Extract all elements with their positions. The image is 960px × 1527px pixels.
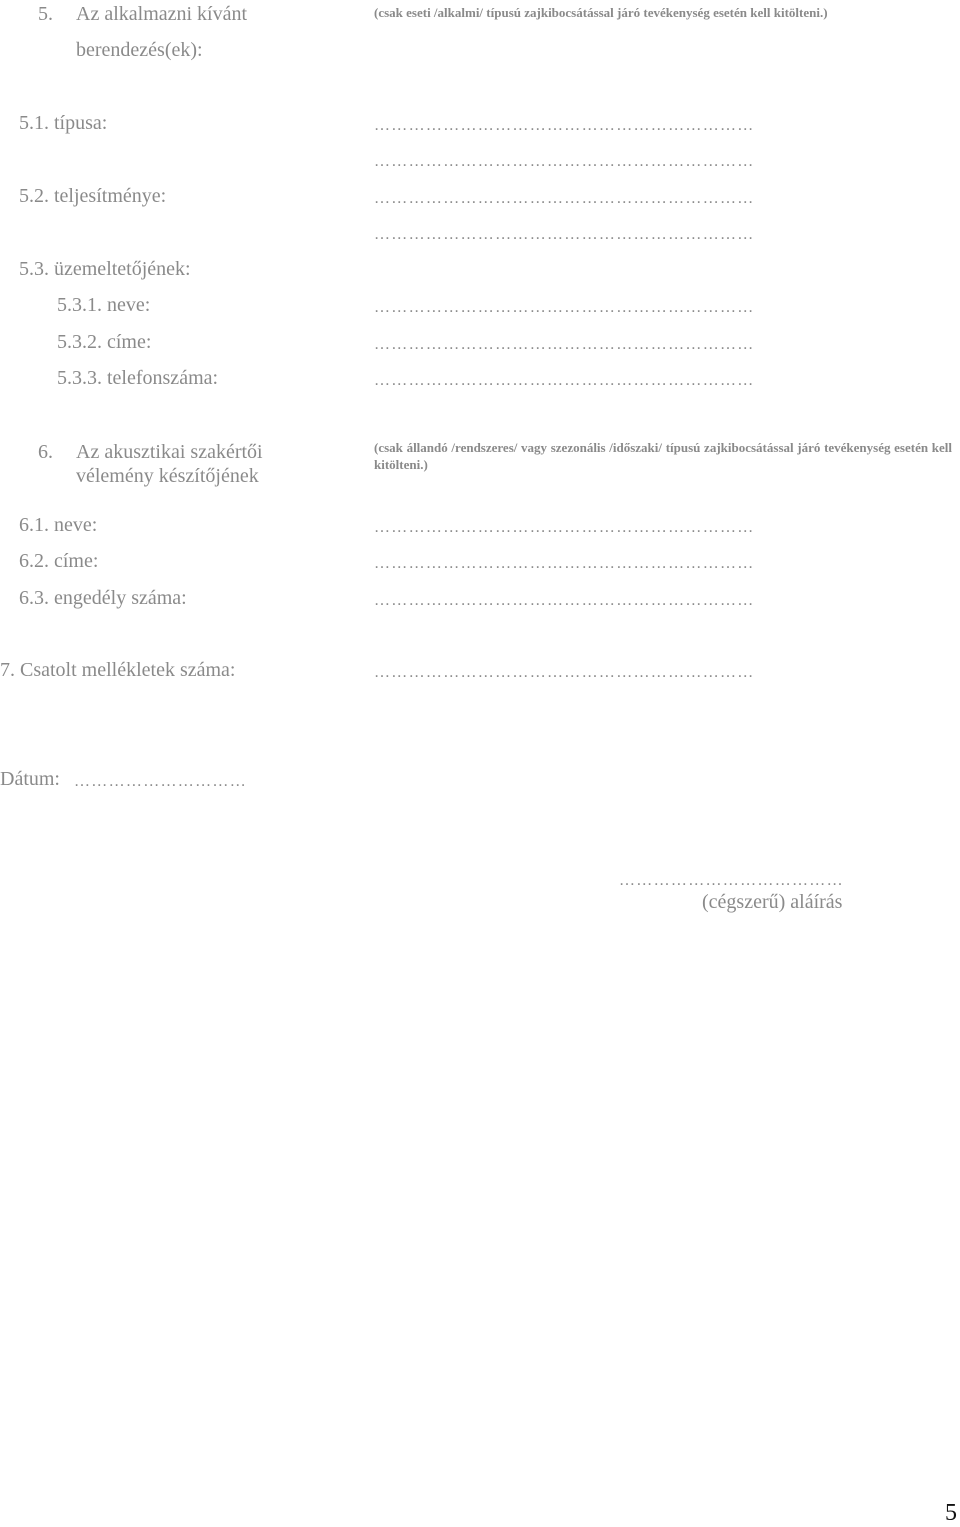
- field-5-3-1-label: 5.3.1. neve:: [57, 294, 151, 316]
- field-6-2-dotline[interactable]: …………………………………………………………: [374, 555, 755, 572]
- field-6-1-label: 6.1. neve:: [19, 514, 98, 536]
- section-6-title-line2: vélemény készítőjének: [76, 465, 259, 487]
- date-label: Dátum:: [0, 768, 60, 790]
- date-dotline[interactable]: …………………………: [74, 773, 247, 790]
- field-5-1-label: 5.1. típusa:: [19, 112, 108, 134]
- field-5-3-3-dotline[interactable]: …………………………………………………………: [374, 372, 755, 389]
- section-6-title-line1: Az akusztikai szakértői: [76, 441, 263, 463]
- section-6-number: 6.: [38, 441, 53, 463]
- field-5-2-dotline[interactable]: …………………………………………………………: [374, 190, 755, 207]
- field-5-3-3-label: 5.3.3. telefonszáma:: [57, 367, 219, 389]
- section-5-note: (csak eseti /alkalmi/ típusú zajkibocsátással járó tevékenység esetén kell kitölteni.): [374, 5, 828, 20]
- field-5-3-2-label: 5.3.2. címe:: [57, 331, 152, 353]
- field-6-1-dotline[interactable]: …………………………………………………………: [374, 519, 755, 536]
- field-6-3-label: 6.3. engedély száma:: [19, 587, 187, 609]
- field-5-3-1-dotline[interactable]: …………………………………………………………: [374, 299, 755, 316]
- section-5-number: 5.: [38, 3, 53, 25]
- page-number: 5: [945, 1500, 957, 1526]
- field-5-1-dotline-continued[interactable]: …………………………………………………………: [374, 153, 755, 170]
- field-5-2-dotline-continued[interactable]: …………………………………………………………: [374, 226, 755, 243]
- field-6-3-dotline[interactable]: …………………………………………………………: [374, 592, 755, 609]
- section-6-note: (csak állandó /rendszeres/ vagy szezonális /időszaki/ típusú zajkibocsátással járó tevékenység esetén kell kitölteni.): [374, 440, 952, 472]
- section-5-title-line1: Az alkalmazni kívánt: [76, 3, 248, 25]
- section-5-title-line2: berendezés(ek):: [76, 39, 203, 61]
- field-5-2-label: 5.2. teljesítménye:: [19, 185, 167, 207]
- field-7-label: 7. Csatolt mellékletek száma:: [0, 659, 236, 681]
- field-7-dotline[interactable]: …………………………………………………………: [374, 664, 755, 681]
- field-5-3-2-dotline[interactable]: …………………………………………………………: [374, 336, 755, 353]
- field-5-3-label: 5.3. üzemeltetőjének:: [19, 258, 191, 280]
- signature-label: (cégszerű) aláírás: [702, 891, 843, 913]
- field-6-2-label: 6.2. címe:: [19, 550, 99, 572]
- signature-dotline[interactable]: …………………………………: [619, 872, 844, 889]
- field-5-1-dotline[interactable]: …………………………………………………………: [374, 117, 755, 134]
